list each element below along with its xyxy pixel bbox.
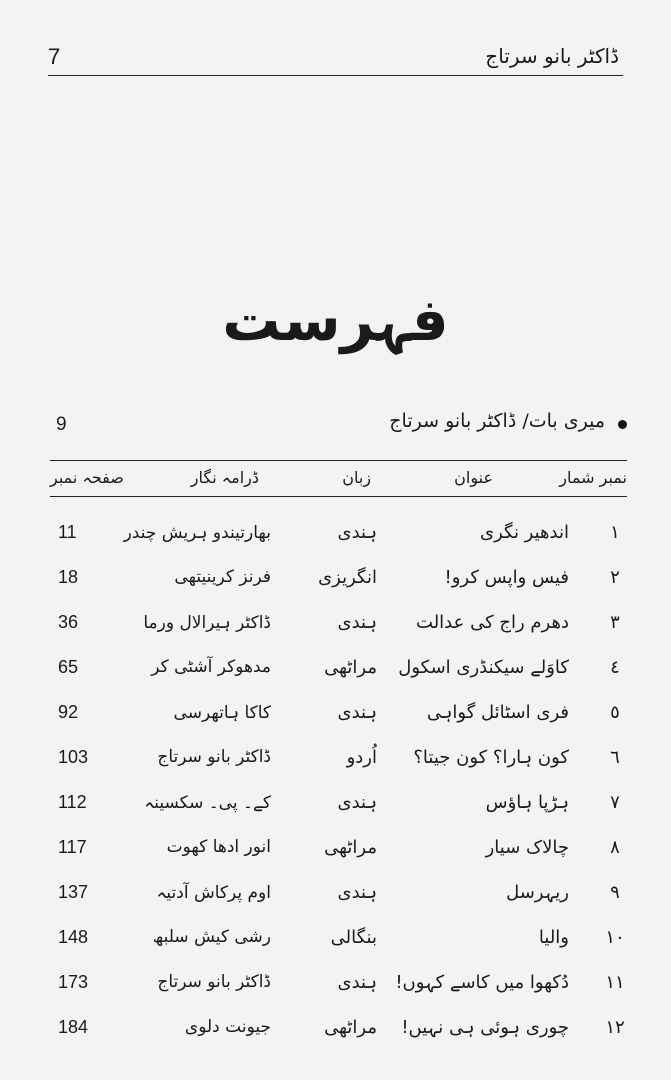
row-serial: ٣ xyxy=(610,612,620,633)
header-rule-bottom xyxy=(50,496,627,497)
row-serial: ٧ xyxy=(610,792,620,813)
row-author: بھارتیندو ہریش چندر xyxy=(123,523,271,543)
row-page: 103 xyxy=(58,747,89,767)
row-language: ہندی xyxy=(337,792,377,813)
row-serial: ٩ xyxy=(610,882,620,903)
row-author: ڈاکٹر ہیرالال ورما xyxy=(143,613,271,633)
row-serial: ٦ xyxy=(610,747,620,768)
table-row xyxy=(50,604,627,649)
row-page: 18 xyxy=(58,567,79,587)
row-title: دھرم راج کی عدالت xyxy=(416,612,569,633)
row-author: فرنز کرینیتھی xyxy=(174,567,271,587)
column-header-author: ڈرامہ نگار xyxy=(190,468,259,487)
row-language: مراٹھی xyxy=(324,1017,377,1038)
table-row xyxy=(50,874,627,919)
table-row xyxy=(50,829,627,874)
row-serial: ١٠ xyxy=(605,927,625,948)
table-row xyxy=(50,694,627,739)
row-author: ڈاکٹر بانو سرتاج xyxy=(157,972,271,992)
row-serial: ٤ xyxy=(610,657,620,678)
row-page: 36 xyxy=(58,612,79,632)
row-language: ہندی xyxy=(337,882,377,903)
column-header-serial: نمبر شمار xyxy=(559,468,627,487)
row-language: ہندی xyxy=(337,522,377,543)
row-page: 11 xyxy=(58,522,77,542)
row-language: انگریزی xyxy=(318,567,377,588)
page-number: 7 xyxy=(48,44,61,69)
row-author: ڈاکٹر بانو سرتاج xyxy=(157,747,271,767)
row-author: کاکا ہاتھرسی xyxy=(173,703,271,723)
row-language: ہندی xyxy=(337,972,377,993)
row-page: 173 xyxy=(58,972,89,992)
row-serial: ٥ xyxy=(610,702,620,723)
row-serial: ٢ xyxy=(610,567,620,588)
row-author: مدھوکر آشٹی کر xyxy=(151,657,271,677)
table-row xyxy=(50,964,627,1009)
row-page: 184 xyxy=(58,1017,89,1037)
row-title: کون ہارا؟ کون جیتا؟ xyxy=(413,747,569,768)
row-language: مراٹھی xyxy=(324,837,377,858)
bullet-icon xyxy=(618,420,627,429)
row-serial: ١ xyxy=(610,522,620,543)
row-language: بنگالی xyxy=(330,927,377,948)
table-row xyxy=(50,1009,627,1054)
row-author: جیونت دلوی xyxy=(184,1017,271,1037)
table-row xyxy=(50,514,627,559)
row-serial: ٨ xyxy=(610,837,620,858)
running-head: ڈاکٹر بانو سرتاج xyxy=(485,44,619,68)
row-page: 117 xyxy=(58,837,87,857)
row-title: فیس واپس کرو! xyxy=(444,567,569,588)
table-row xyxy=(50,739,627,784)
row-serial: ١٢ xyxy=(605,1017,625,1038)
row-title: اندھیر نگری xyxy=(479,522,569,543)
row-title: فری اسٹائل گواہی xyxy=(426,702,569,723)
header-rule-top xyxy=(50,460,627,461)
table-row xyxy=(50,559,627,604)
intro-text: میری بات/ ڈاکٹر بانو سرتاج xyxy=(389,410,605,432)
column-header-title: عنوان xyxy=(454,468,493,487)
row-title: دُکھوا میں کاسے کہوں! xyxy=(395,972,569,993)
column-header-page: صفحہ نمبر xyxy=(50,468,124,487)
row-author: رشی کیش سلبھ xyxy=(152,927,271,947)
page-title: فہرست xyxy=(222,286,449,354)
intro-entry xyxy=(50,408,627,442)
row-language: اُردو xyxy=(346,747,377,768)
row-author: انور ادھا کھوت xyxy=(166,837,271,857)
row-title: ہڑپا ہاؤس xyxy=(485,792,569,813)
table-row xyxy=(50,649,627,694)
row-language: مراٹھی xyxy=(324,657,377,678)
row-title: کاوَلے سیکنڈری اسکول xyxy=(398,657,569,678)
row-title: چالاک سیار xyxy=(485,837,569,858)
column-header-language: زبان xyxy=(342,468,371,487)
row-page: 92 xyxy=(58,702,79,722)
row-author: اوم پرکاش آدتیہ xyxy=(156,883,271,903)
row-title: والیا xyxy=(538,927,569,948)
row-serial: ١١ xyxy=(605,972,625,993)
row-language: ہندی xyxy=(337,612,377,633)
row-page: 137 xyxy=(58,882,89,902)
row-page: 112 xyxy=(58,792,87,812)
table-row xyxy=(50,919,627,964)
row-title: چوری ہوئی ہی نہیں! xyxy=(401,1017,569,1038)
row-page: 65 xyxy=(58,657,79,677)
row-page: 148 xyxy=(58,927,89,947)
row-title: ریہرسل xyxy=(506,882,569,903)
contents-table xyxy=(50,514,627,1054)
intro-page: 9 xyxy=(56,414,67,435)
row-language: ہندی xyxy=(337,702,377,723)
top-rule xyxy=(48,75,623,76)
row-author: کے۔ پی۔ سکسینہ xyxy=(144,793,271,813)
table-row xyxy=(50,784,627,829)
